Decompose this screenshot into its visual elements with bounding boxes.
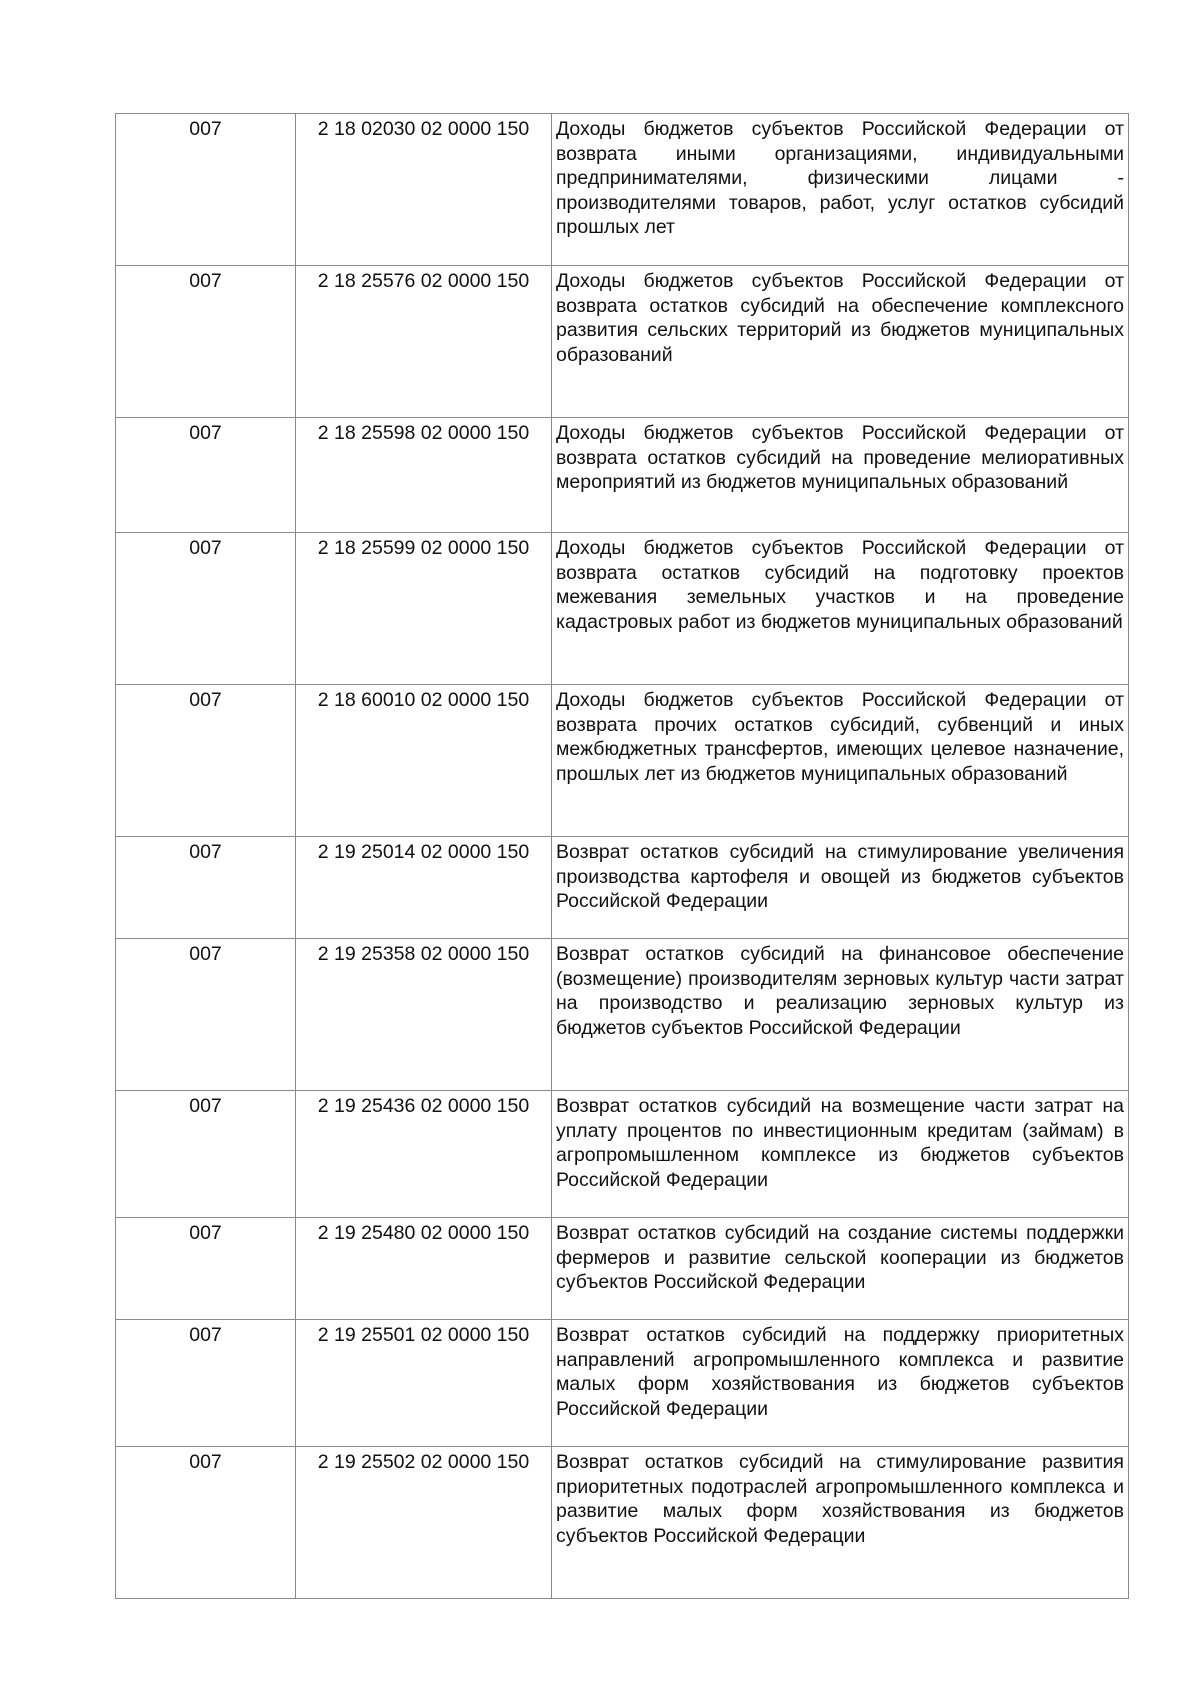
- income-name-cell: Доходы бюджетов субъектов Российской Федерации от возврата остатков субсидий на обеспечение комплексного развития сельских территорий из бюджетов муниципальных образований: [552, 266, 1129, 418]
- admin-code-cell: 007: [116, 1091, 296, 1218]
- admin-code-cell: 007: [116, 114, 296, 266]
- budget-code-cell: 2 19 25502 02 0000 150: [296, 1447, 552, 1599]
- budget-code-cell: 2 19 25436 02 0000 150: [296, 1091, 552, 1218]
- table-row: [116, 837, 1129, 939]
- admin-code-cell: 007: [116, 1320, 296, 1447]
- income-name-cell: Доходы бюджетов субъектов Российской Федерации от возврата иными организациями, индивидуальными предпринимателями, физическими лицами - производителями товаров, работ, услуг остатков субсидий прошлых лет: [552, 114, 1129, 266]
- income-name-cell: Доходы бюджетов субъектов Российской Федерации от возврата прочих остатков субсидий, субвенций и иных межбюджетных трансфертов, имеющих целевое назначение, прошлых лет из бюджетов муниципальных образований: [552, 685, 1129, 837]
- income-name-cell: Возврат остатков субсидий на стимулирование развития приоритетных подотраслей агропромышленного комплекса и развитие малых форм хозяйствования из бюджетов субъектов Российской Федерации: [552, 1447, 1129, 1599]
- budget-code-cell: 2 18 25599 02 0000 150: [296, 533, 552, 685]
- income-name-cell: Возврат остатков субсидий на финансовое обеспечение (возмещение) производителям зерновых культур части затрат на производство и реализацию зерновых культур из бюджетов субъектов Российской Федерации: [552, 939, 1129, 1091]
- income-name-cell: Возврат остатков субсидий на поддержку приоритетных направлений агропромышленного комплекса и развитие малых форм хозяйствования из бюджетов субъектов Российской Федерации: [552, 1320, 1129, 1447]
- table-row: [116, 114, 1129, 266]
- table-row: [116, 939, 1129, 1091]
- table-row: [116, 685, 1129, 837]
- admin-code-cell: 007: [116, 1447, 296, 1599]
- table-row: [116, 266, 1129, 418]
- budget-code-cell: 2 19 25480 02 0000 150: [296, 1218, 552, 1320]
- admin-code-cell: 007: [116, 533, 296, 685]
- budget-code-cell: 2 18 60010 02 0000 150: [296, 685, 552, 837]
- budget-code-cell: 2 19 25501 02 0000 150: [296, 1320, 552, 1447]
- budget-code-cell: 2 19 25014 02 0000 150: [296, 837, 552, 939]
- table-row: [116, 1320, 1129, 1447]
- budget-code-cell: 2 18 02030 02 0000 150: [296, 114, 552, 266]
- income-name-cell: Возврат остатков субсидий на возмещение части затрат на уплату процентов по инвестиционным кредитам (займам) в агропромышленном комплексе из бюджетов субъектов Российской Федерации: [552, 1091, 1129, 1218]
- table-row: [116, 533, 1129, 685]
- table-row: [116, 1218, 1129, 1320]
- income-name-cell: Доходы бюджетов субъектов Российской Федерации от возврата остатков субсидий на подготовку проектов межевания земельных участков и на проведение кадастровых работ из бюджетов муниципальных образований: [552, 533, 1129, 685]
- budget-code-cell: 2 19 25358 02 0000 150: [296, 939, 552, 1091]
- admin-code-cell: 007: [116, 685, 296, 837]
- table-row: [116, 1447, 1129, 1599]
- admin-code-cell: 007: [116, 837, 296, 939]
- table-row: [116, 1091, 1129, 1218]
- table-row: [116, 418, 1129, 533]
- admin-code-cell: 007: [116, 1218, 296, 1320]
- budget-code-cell: 2 18 25598 02 0000 150: [296, 418, 552, 533]
- admin-code-cell: 007: [116, 418, 296, 533]
- budget-codes-table: [115, 113, 1129, 1599]
- admin-code-cell: 007: [116, 266, 296, 418]
- admin-code-cell: 007: [116, 939, 296, 1091]
- income-name-cell: Возврат остатков субсидий на создание системы поддержки фермеров и развитие сельской кооперации из бюджетов субъектов Российской Федерации: [552, 1218, 1129, 1320]
- budget-code-cell: 2 18 25576 02 0000 150: [296, 266, 552, 418]
- income-name-cell: Доходы бюджетов субъектов Российской Федерации от возврата остатков субсидий на проведение мелиоративных мероприятий из бюджетов муниципальных образований: [552, 418, 1129, 533]
- income-name-cell: Возврат остатков субсидий на стимулирование увеличения производства картофеля и овощей из бюджетов субъектов Российской Федерации: [552, 837, 1129, 939]
